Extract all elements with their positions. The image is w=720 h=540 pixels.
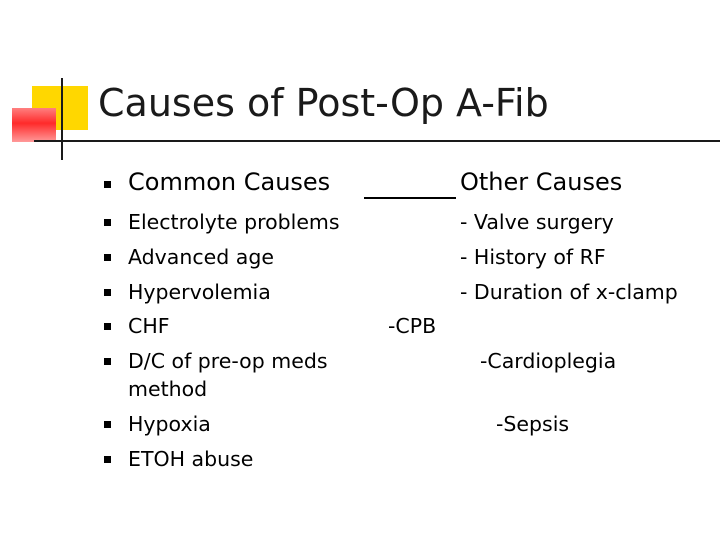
other-causes-header: Other Causes — [460, 168, 623, 196]
bullet-icon — [104, 323, 111, 330]
bullet-icon — [104, 358, 111, 365]
other-cause-item: -CPB — [388, 314, 437, 338]
bullet-icon — [104, 289, 111, 296]
other-cause-item: - History of RF — [460, 245, 606, 269]
vertical-rule — [61, 78, 63, 160]
common-cause-item: Hypoxia — [128, 412, 211, 436]
header-underline — [364, 197, 456, 199]
other-cause-item: - Duration of x-clamp — [460, 280, 678, 304]
bullet-icon — [104, 254, 111, 261]
title-underline-rule — [34, 140, 720, 142]
bullet-icon — [104, 219, 111, 226]
common-cause-item: ETOH abuse — [128, 447, 254, 471]
common-cause-item: Electrolyte problems — [128, 210, 340, 234]
other-cause-item: -Sepsis — [496, 412, 570, 436]
common-cause-item: D/C of pre-op meds — [128, 349, 328, 373]
other-cause-item: - Valve surgery — [460, 210, 614, 234]
red-accent-square — [12, 108, 56, 142]
other-cause-item: -Cardioplegia — [480, 349, 617, 373]
common-cause-item: Hypervolemia — [128, 280, 271, 304]
bullet-icon — [104, 421, 111, 428]
common-cause-item: CHF — [128, 314, 170, 338]
slide-title: Causes of Post-Op A-Fib — [98, 81, 549, 125]
bullet-icon — [104, 456, 111, 463]
common-cause-item-continuation: method — [128, 377, 208, 401]
bullet-icon — [104, 181, 111, 188]
common-causes-header: Common Causes — [128, 168, 331, 196]
common-cause-item: Advanced age — [128, 245, 274, 269]
